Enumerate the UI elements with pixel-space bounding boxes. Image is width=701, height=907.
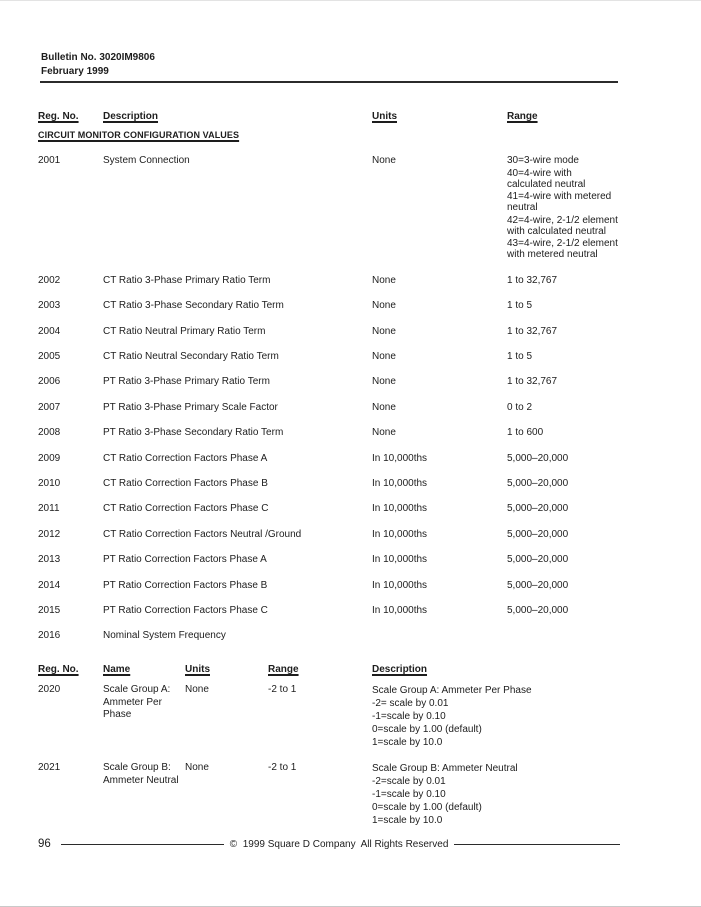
table2-header-units-label: Units bbox=[185, 664, 210, 675]
copyright-text: © 1999 Square D Company All Rights Reserved bbox=[229, 838, 449, 850]
description-cell: PT Ratio 3-Phase Secondary Ratio Term bbox=[103, 427, 284, 439]
table-row bbox=[38, 351, 622, 363]
units-cell: In 10,000ths bbox=[372, 604, 428, 616]
description-cell: CT Ratio Neutral Secondary Ratio Term bbox=[103, 351, 279, 363]
units-cell: In 10,000ths bbox=[372, 579, 428, 591]
range-cell: 5,000–20,000 bbox=[507, 604, 569, 616]
range-cell: 1 to 32,767 bbox=[507, 274, 558, 286]
range-cell: 0 to 2 bbox=[507, 401, 533, 413]
table-row bbox=[38, 554, 622, 566]
page-number: 96 bbox=[38, 838, 51, 850]
range-cell: 5,000–20,000 bbox=[507, 528, 569, 540]
table-row bbox=[38, 376, 622, 388]
description-cell bbox=[372, 684, 622, 749]
description-cell: PT Ratio Correction Factors Phase B bbox=[103, 579, 268, 591]
table2-header-units bbox=[185, 664, 268, 676]
units-cell: None bbox=[372, 401, 396, 413]
table-row bbox=[38, 326, 622, 338]
description-line: 0=scale by 1.00 (default) bbox=[372, 802, 482, 813]
footer-rule-right bbox=[454, 844, 620, 845]
table2-header-range-label: Range bbox=[268, 664, 299, 675]
reg-no-cell: 2020 bbox=[38, 684, 61, 695]
description-line: Scale Group A: Ammeter Per Phase bbox=[372, 685, 532, 696]
footer-rule-left bbox=[61, 844, 224, 845]
reg-no-cell: 2016 bbox=[38, 630, 61, 642]
units-cell: In 10,000ths bbox=[372, 554, 428, 566]
description-cell: CT Ratio Correction Factors Phase A bbox=[103, 452, 268, 464]
range-cell bbox=[507, 630, 619, 642]
table-row bbox=[38, 605, 622, 617]
header-rule bbox=[40, 81, 618, 83]
range-cell: 1 to 600 bbox=[507, 427, 544, 439]
description-cell: CT Ratio 3-Phase Primary Ratio Term bbox=[103, 274, 271, 286]
description-line: 0=scale by 1.00 (default) bbox=[372, 724, 482, 735]
description-cell: PT Ratio 3-Phase Primary Scale Factor bbox=[103, 401, 278, 413]
table1-header-range bbox=[507, 111, 622, 123]
units-cell: None bbox=[372, 300, 396, 312]
section-title: CIRCUIT MONITOR CONFIGURATION VALUES bbox=[38, 130, 240, 140]
units-cell bbox=[372, 630, 507, 642]
table2-header-row bbox=[38, 664, 622, 676]
description-line: -2= scale by 0.01 bbox=[372, 698, 449, 709]
description-cell: CT Ratio Correction Factors Phase C bbox=[103, 503, 269, 515]
table-row bbox=[38, 684, 622, 749]
document-header bbox=[41, 51, 155, 78]
table1-header-units-label: Units bbox=[372, 111, 397, 122]
units-cell: None bbox=[372, 274, 396, 286]
range-cell: 5,000–20,000 bbox=[507, 452, 569, 464]
table-row bbox=[38, 630, 622, 642]
description-cell: PT Ratio Correction Factors Phase C bbox=[103, 604, 268, 616]
description-cell: CT Ratio Neutral Primary Ratio Term bbox=[103, 325, 266, 337]
table1-body bbox=[38, 155, 622, 656]
description-cell: CT Ratio 3-Phase Secondary Ratio Term bbox=[103, 300, 284, 312]
table-row bbox=[38, 402, 622, 414]
description-cell: CT Ratio Correction Factors Neutral /Ground bbox=[103, 528, 302, 540]
description-cell bbox=[372, 762, 622, 827]
description-line: 1=scale by 10.0 bbox=[372, 815, 443, 826]
description-line: Scale Group B: Ammeter Neutral bbox=[372, 763, 518, 774]
description-cell: CT Ratio Correction Factors Phase B bbox=[103, 478, 268, 490]
table2-header-name bbox=[103, 664, 185, 676]
reg-no-cell: 2013 bbox=[38, 554, 61, 566]
reg-no-cell: 2005 bbox=[38, 351, 61, 363]
reg-no-cell: 2009 bbox=[38, 452, 61, 464]
table-row bbox=[38, 453, 622, 465]
reg-no-cell: 2010 bbox=[38, 478, 61, 490]
description-line: -1=scale by 0.10 bbox=[372, 789, 446, 800]
table2-header-reg-no bbox=[38, 664, 103, 676]
range-line: 42=4-wire, 2-1/2 element with calculated neutral bbox=[507, 214, 618, 237]
units-cell: In 10,000ths bbox=[372, 478, 428, 490]
units-cell: In 10,000ths bbox=[372, 452, 428, 464]
reg-no-cell: 2021 bbox=[38, 762, 61, 773]
table-row bbox=[38, 580, 622, 592]
table-row bbox=[38, 427, 622, 439]
table2-body bbox=[38, 684, 622, 840]
reg-no-cell: 2003 bbox=[38, 300, 61, 312]
reg-no-cell: 2008 bbox=[38, 427, 61, 439]
description-line: -1=scale by 0.10 bbox=[372, 711, 446, 722]
issue-date: February 1999 bbox=[41, 65, 109, 77]
description-line: -2=scale by 0.01 bbox=[372, 776, 446, 787]
reg-no-cell: 2015 bbox=[38, 604, 61, 616]
range-line: 43=4-wire, 2-1/2 element with metered neutral bbox=[507, 238, 618, 260]
range-cell: 1 to 32,767 bbox=[507, 376, 558, 388]
reg-no-cell: 2012 bbox=[38, 528, 61, 540]
units-cell: None bbox=[372, 325, 396, 337]
range-cell: 1 to 32,767 bbox=[507, 325, 558, 337]
table-row bbox=[38, 529, 622, 541]
units-cell: None bbox=[372, 351, 396, 363]
units-cell: None bbox=[372, 155, 396, 166]
description-cell: PT Ratio 3-Phase Primary Ratio Term bbox=[103, 376, 270, 388]
units-cell: In 10,000ths bbox=[372, 503, 428, 515]
table1-header-reg-no bbox=[38, 111, 103, 123]
range-line: 30=3-wire mode bbox=[507, 155, 579, 166]
table-row bbox=[38, 503, 622, 515]
range-cell: -2 to 1 bbox=[268, 762, 297, 773]
units-cell: None bbox=[185, 684, 209, 695]
range-cell bbox=[507, 155, 619, 262]
range-cell: 5,000–20,000 bbox=[507, 503, 569, 515]
range-line: 40=4-wire with calculated neutral bbox=[507, 167, 586, 190]
name-cell: Scale Group B: Ammeter Neutral bbox=[103, 762, 179, 786]
range-cell: 5,000–20,000 bbox=[507, 554, 569, 566]
table-row bbox=[38, 300, 622, 312]
table1-header-units bbox=[372, 111, 507, 123]
units-cell: None bbox=[185, 762, 209, 773]
name-cell: Scale Group A: Ammeter Per Phase bbox=[103, 684, 171, 720]
table2-header-description-label: Description bbox=[372, 664, 428, 675]
units-cell: In 10,000ths bbox=[372, 528, 428, 540]
reg-no-cell: 2006 bbox=[38, 376, 61, 388]
units-cell: None bbox=[372, 376, 396, 388]
range-line: 41=4-wire with metered neutral bbox=[507, 191, 612, 213]
table1-header-description-label: Description bbox=[103, 111, 159, 122]
range-cell: -2 to 1 bbox=[268, 684, 297, 695]
range-cell: 5,000–20,000 bbox=[507, 478, 569, 490]
reg-no-cell: 2011 bbox=[38, 503, 60, 515]
table-row bbox=[38, 762, 622, 827]
description-cell: PT Ratio Correction Factors Phase A bbox=[103, 554, 267, 566]
reg-no-cell: 2007 bbox=[38, 401, 61, 413]
description-cell: System Connection bbox=[103, 155, 190, 166]
table-row bbox=[38, 275, 622, 287]
table-row bbox=[38, 478, 622, 490]
reg-no-cell: 2004 bbox=[38, 325, 61, 337]
description-cell: Nominal System Frequency bbox=[103, 630, 226, 642]
reg-no-cell: 2014 bbox=[38, 579, 61, 591]
table2-header-name-label: Name bbox=[103, 664, 131, 675]
bulletin-number: Bulletin No. 3020IM9806 bbox=[41, 52, 155, 63]
reg-no-cell: 2002 bbox=[38, 274, 61, 286]
page-footer bbox=[38, 838, 620, 850]
description-line: 1=scale by 10.0 bbox=[372, 737, 443, 748]
table1-header-reg-no-label: Reg. No. bbox=[38, 111, 79, 122]
table1-header-description bbox=[103, 111, 372, 123]
table-row bbox=[38, 155, 622, 262]
table1-header-range-label: Range bbox=[507, 111, 538, 122]
units-cell: None bbox=[372, 427, 396, 439]
range-cell: 1 to 5 bbox=[507, 351, 533, 363]
table2-header-description bbox=[372, 664, 622, 676]
table2-header-range bbox=[268, 664, 372, 676]
range-cell: 1 to 5 bbox=[507, 300, 533, 312]
table2-header-reg-no-label: Reg. No. bbox=[38, 664, 79, 675]
reg-no-cell: 2001 bbox=[38, 155, 61, 166]
range-cell: 5,000–20,000 bbox=[507, 579, 569, 591]
table1-header-row bbox=[38, 111, 622, 123]
